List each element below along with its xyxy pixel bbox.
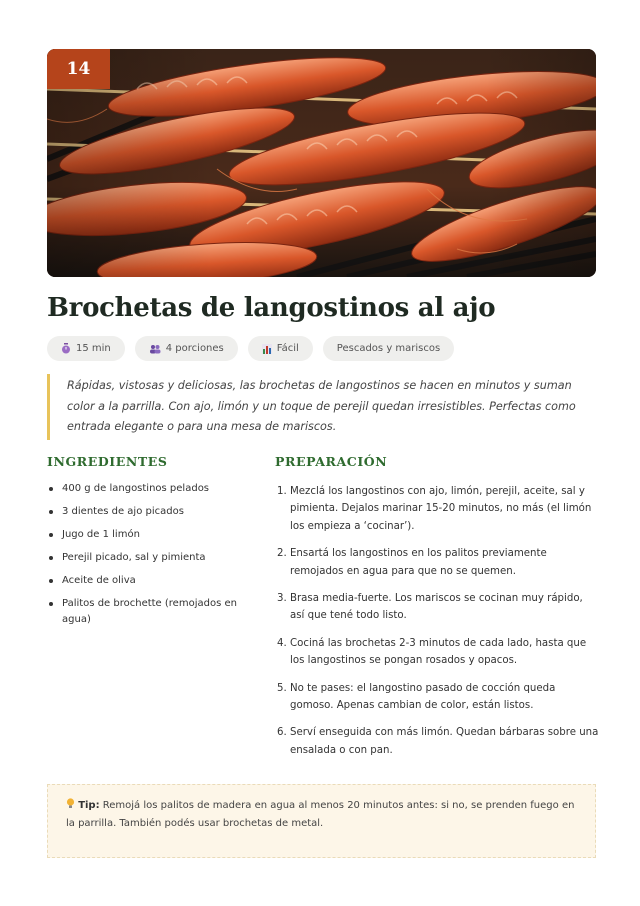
ingredient-item: Jugo de 1 limón — [47, 527, 242, 543]
step-item — [275, 724, 600, 759]
step-text: Ensartá los langostinos en los palitos previamente remojados en agua para que no se quemen. — [290, 548, 547, 577]
step-item — [275, 635, 600, 670]
step-item — [275, 590, 600, 625]
preparation-steps — [275, 483, 600, 769]
step-item — [275, 545, 600, 580]
step-number: 6. — [277, 727, 287, 739]
portions-value: 4 porciones — [165, 343, 224, 354]
ingredient-item: Aceite de oliva — [47, 573, 242, 589]
preparation-heading: PREPARACIÓN — [275, 454, 388, 469]
tip-box — [47, 784, 596, 858]
difficulty-pill — [248, 336, 313, 361]
recipe-title: Brochetas de langostinos al ajo — [47, 293, 496, 323]
people-icon — [149, 344, 161, 354]
recipe-meta — [47, 336, 454, 361]
timer-icon — [61, 343, 71, 354]
step-number: 4. — [277, 637, 287, 649]
ingredient-item: 3 dientes de ajo picados — [47, 504, 242, 520]
step-text: Serví enseguida con más limón. Quedan bárbaras sobre una ensalada o con pan. — [290, 727, 599, 756]
ingredient-item: Perejil picado, sal y pimienta — [47, 550, 242, 566]
recipe-number-badge: 14 — [47, 49, 110, 89]
step-text: No te pases: el langostino pasado de cocción queda gomoso. Apenas cambian de color, están listos. — [290, 682, 556, 712]
time-value: 15 min — [76, 343, 111, 354]
step-item — [275, 680, 600, 715]
step-item — [275, 483, 600, 535]
step-text: Brasa media-fuerte. Los mariscos se cocinan muy rápido, así que tené todo listo. — [290, 593, 583, 622]
bar-chart-icon — [262, 344, 272, 354]
ingredients-list — [47, 481, 242, 635]
step-number: 5. — [277, 682, 287, 694]
time-pill — [47, 336, 125, 361]
category-pill — [323, 336, 454, 361]
difficulty-value: Fácil — [276, 343, 299, 354]
step-number: 1. — [277, 486, 287, 497]
step-text: Mezclá los langostinos con ajo, limón, perejil, aceite, sal y pimienta. Dejalos marinar 15-20 minutos, no más (el limón los empieza a ‘cocinar’). — [290, 486, 592, 532]
ingredient-item: 400 g de langostinos pelados — [47, 481, 242, 497]
recipe-intro: Rápidas, vistosas y deliciosas, las brochetas de langostinos se hacen en minutos y suman color a la parrilla. Con ajo, limón y un toque de perejil quedan irresistibles. Perfectas como entrada elegante o para una mesa de mariscos. — [47, 374, 597, 440]
hero-photo-grilled-shrimp — [47, 49, 596, 277]
step-number: 3. — [277, 593, 287, 605]
category-value: Pescados y mariscos — [336, 343, 441, 354]
tip-text: Remojá los palitos de madera en agua al menos 20 minutos antes: si no, se prenden fuego en la parrilla. También podés usar brochetas de metal. — [66, 800, 575, 829]
step-text: Cociná las brochetas 2-3 minutos de cada lado, hasta que los langostinos se pongan rosados y opacos. — [290, 637, 587, 667]
ingredients-heading: INGREDIENTES — [47, 454, 168, 469]
step-number: 2. — [277, 548, 287, 560]
ingredient-item: Palitos de brochette (remojados en agua) — [47, 596, 242, 628]
portions-pill — [135, 336, 238, 361]
tip-label: Tip: — [78, 800, 100, 811]
lightbulb-icon — [66, 800, 78, 811]
